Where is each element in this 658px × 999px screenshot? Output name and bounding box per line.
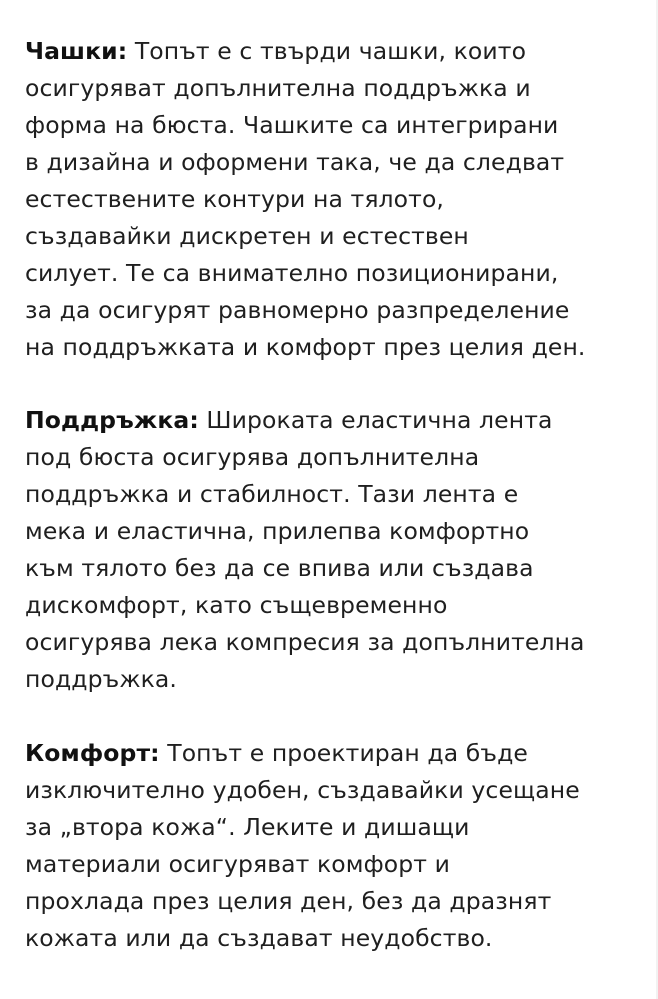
section-label-comfort: Комфорт: <box>25 739 160 767</box>
paragraph-line: под бюста осигурява допълнителна <box>25 443 480 471</box>
section-label-cups: Чашки: <box>25 37 128 65</box>
paragraph-line: поддръжка. <box>25 665 177 693</box>
paragraph-line <box>25 33 645 70</box>
paragraph-line: силует. Те са внимателно позиционирани, <box>25 259 559 287</box>
paragraph-line <box>25 735 645 772</box>
paragraph-line: прохлада през целия ден, без да дразнят <box>25 887 552 915</box>
paragraph-line: за „втора кожа“. Леките и дишащи <box>25 813 470 841</box>
paragraph-line: форма на бюста. Чашките са интегрирани <box>25 111 559 139</box>
line-text: Широката еластична лента <box>206 406 553 434</box>
paragraph-line: кожата или да създават неудобство. <box>25 924 493 952</box>
line-text: Топът е с твърди чашки, които <box>134 37 527 65</box>
paragraph-line: за да осигурят равномерно разпределение <box>25 296 570 324</box>
paragraph-line: към тялото без да се впива или създава <box>25 554 534 582</box>
paragraph-line: осигуряват допълнителна поддръжка и <box>25 74 531 102</box>
paragraph-line: изключително удобен, създавайки усещане <box>25 776 580 804</box>
paragraph-line: на поддръжката и комфорт през целия ден. <box>25 333 586 361</box>
paragraph-line: създавайки дискретен и естествен <box>25 222 469 250</box>
paragraph-line <box>25 402 645 439</box>
paragraph-line: в дизайна и оформени така, че да следват <box>25 148 565 176</box>
paragraph-line: дискомфорт, като същевременно <box>25 591 448 619</box>
section-label-support: Поддръжка: <box>25 406 199 434</box>
paragraph-line: материали осигуряват комфорт и <box>25 850 451 878</box>
paragraph-line: мека и еластична, прилепва комфортно <box>25 517 530 545</box>
line-text: Топът е проектиран да бъде <box>167 739 528 767</box>
section-comfort <box>25 735 645 957</box>
paragraph-line: естествените контури на тялото, <box>25 185 444 213</box>
paragraph-line: осигурява лека компресия за допълнителна <box>25 628 585 656</box>
section-support <box>25 402 645 698</box>
section-cups <box>25 33 645 366</box>
paragraph-line: поддръжка и стабилност. Тази лента е <box>25 480 519 508</box>
